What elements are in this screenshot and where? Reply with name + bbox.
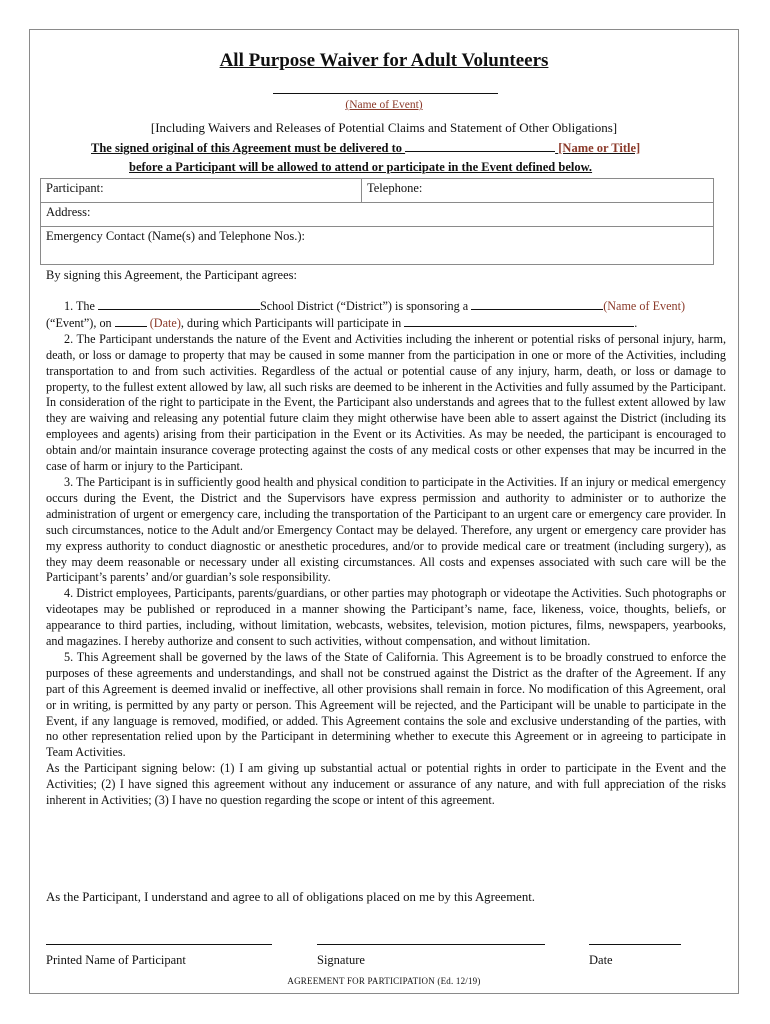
closing-statement: As the Participant, I understand and agree to all of obligations placed on me by this Agreement.: [46, 890, 535, 904]
signature-line[interactable]: [317, 944, 545, 945]
document-subtitle: [Including Waivers and Releases of Potential Claims and Statement of Other Obligations]: [150, 120, 618, 135]
address-label: Address:: [46, 205, 91, 219]
delivery-line-1: [91, 140, 640, 156]
date-label: Date: [589, 953, 613, 967]
paragraph-3: 3. The Participant is in sufficiently good health and physical condition to participate in the Activities. If an injury or medical emergency occurs during the Event, the District and the Supervisors have express permission and authority to administer or to authorize the administration of urgent or emergency care, including the transportation of the Participant to an urgent care or emergency care provider. In such circumstances, notice to the Adult and/or Emergency Contact may be delayed. Therefore, any urgent or emergency care provider has my express authority to conduct diagnostic or anesthetic procedures, and/or to provide medical care or treatment (including surgery), as they may deem reasonable or necessary under all existing circumstances. All costs and expenses associated with such care will be the Participant’s parents’ and/or guardian’s sole responsibility.: [46, 474, 726, 585]
paragraph-6: As the Participant signing below: (1) I am giving up substantial actual or potential rights in order to participate in the Event and the Activities; (2) I have signed this agreement without any inducement or assurance of any nature, and with full appreciation of the risks inherent in Activities; (3) I have no question regarding the scope or intent of this agreement.: [46, 761, 726, 808]
school-district-blank[interactable]: [98, 298, 260, 310]
event-name-blank-2[interactable]: [471, 298, 603, 310]
telephone-field[interactable]: [362, 179, 714, 203]
participant-field[interactable]: [41, 179, 362, 203]
p1-event-name: (Name of Event): [603, 299, 686, 313]
paragraph-2: 2. The Participant understands the nature of the Event and Activities including the inherent or potential risks of personal injury, harm, death, or loss or damage to property that may be caused in some manner from the participation in one or more of the Activities, including transportation to and from such activities. Regardless of the actual or potential cause of any injury, harm, death, or loss or damage to property, to the fullest extent allowed by law, all such risks are deemed to be inherent in the Activities and fully assumed by the Participant. In consideration of the right to participate in the Event, the Participant also understands and agrees that to the fullest extent allowed by law they are waiving and releasing any potential future claim they might otherwise have been able to assert against the District (including its employees and agents) arising from their participation in the Event or its Activities. As may be needed, the participant is encouraged to obtain and/or maintain insurance coverage protecting against the costs of any medical costs or other expenses that may be incurred in the case of harm or injury to the Participant.: [46, 331, 726, 474]
address-field[interactable]: [41, 203, 714, 227]
p1-participate: , during which Participants will participate in: [180, 315, 402, 330]
delivery-line-prefix: The signed original of this Agreement must be delivered to: [91, 141, 402, 155]
agreement-body: [46, 298, 726, 809]
waiver-document: [29, 29, 739, 994]
paragraph-1-line-1: [46, 298, 726, 315]
date-blank[interactable]: [115, 315, 147, 327]
printed-name-line[interactable]: [46, 944, 272, 945]
event-name-label: (Name of Event): [345, 99, 423, 111]
printed-name-label: Printed Name of Participant: [46, 953, 186, 967]
document-footer: AGREEMENT FOR PARTICIPATION (Ed. 12/19): [287, 976, 481, 986]
p1-event-on: (“Event”), on: [46, 315, 112, 330]
delivery-blank[interactable]: [405, 140, 555, 152]
paragraph-4: 4. District employees, Participants, parents/guardians, or other parties may photograph or videotape the Activities. Such photographs or videotapes may be published or reproduced in a manner showing the Participant’s name, face, likeness, voice, thoughts, beliefs, or appearance to third parties, including, without limitation, webcasts, websites, television, motion pictures, films, newspapers, yearbooks, and magazines. I hereby authorize and consent to such activities, without compensation, and without limitation.: [46, 586, 726, 649]
emergency-contact-label: Emergency Contact (Name(s) and Telephone Nos.):: [46, 229, 305, 243]
agreement-intro: By signing this Agreement, the Participant agrees:: [46, 268, 297, 282]
telephone-label: Telephone:: [367, 181, 423, 195]
delivery-name-title: [Name or Title]: [558, 141, 641, 155]
paragraph-1-line-2: (“Event”), on (Date), during which Participants will participate in .: [46, 315, 638, 330]
paragraph-5: 5. This Agreement shall be governed by the laws of the State of California. This Agreement is to be broadly construed to enforce the purposes of these agreements and understandings, and shall not be construed against the District as the drafter of the Agreement. If any part of this Agreement is deemed invalid or ineffective, all other provisions shall remain in force. No modification of this Agreement, oral or in writing, is permitted by any party or person. This Agreement will be rejected, and the Participant will be unable to participate in the Event, if any language is removed, modified, or added. This Agreement contains the sole and exclusive understanding of the parties, with no other representation relied upon by the Participant in determining whether to execute this Agreement or in agreeing to participate in Team Activities.: [46, 649, 726, 760]
participant-label: Participant:: [46, 181, 104, 195]
date-line[interactable]: [589, 944, 681, 945]
signature-label: Signature: [317, 953, 365, 967]
p1-date: (Date): [149, 315, 181, 330]
activity-blank[interactable]: [404, 315, 634, 327]
p1-the: 1. The: [64, 299, 95, 313]
document-title: All Purpose Waiver for Adult Volunteers: [219, 50, 549, 71]
event-name-blank[interactable]: [273, 93, 498, 94]
delivery-line-2: before a Participant will be allowed to attend or participate in the Event defined below.: [129, 160, 593, 174]
participant-info-table: [40, 178, 714, 265]
emergency-contact-field[interactable]: [41, 227, 714, 265]
p1-sponsoring: School District (“District”) is sponsoring a: [259, 299, 469, 313]
